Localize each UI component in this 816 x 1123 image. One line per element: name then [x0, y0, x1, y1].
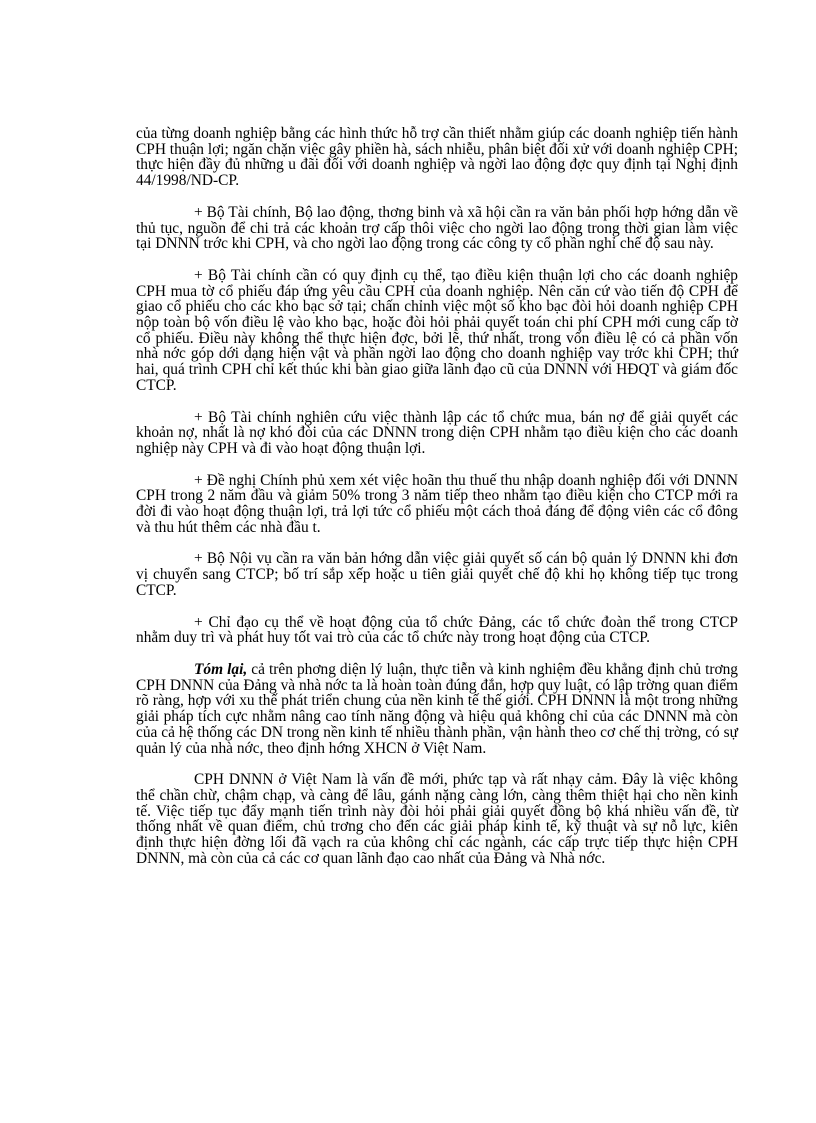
summary-lead: Tóm lại, — [194, 660, 248, 678]
paragraph-3 — [136, 268, 738, 394]
paragraph-8 — [136, 662, 738, 756]
paragraph-2 — [136, 205, 738, 252]
paragraph-5-text: + Đề nghị Chính phủ xem xét việc hoãn thu thuế thu nhập doanh nghiệp đối với DNNN CPH trong 2 năm đầu và giảm 50% trong 3 năm tiếp theo nhằm tạo điều kiện cho CTCP mới ra đời đi vào hoạt động thuận lợi, trả lợi tức cổ phiếu một cách thoả đáng để động viên các cổ đông và thu hút thêm các nhà đầu t. — [136, 471, 738, 536]
paragraph-6 — [136, 551, 738, 598]
paragraph-8-text: cả trên phơng diện lý luận, thực tiễn và kinh nghiệm đều khẳng định chủ trơng CPH DNNN của Đảng và nhà nớc ta là hoàn toàn đúng đắn, hợp quy luật, có lập trờng quan điểm rõ ràng, hợp với xu thế phát triển chung của nền kinh tế thế giới. CPH DNNN là một trong những giải pháp tích cực nhằm nâng cao tính năng động và hiệu quả không chỉ của các DNNN mà còn của cả hệ thống các DN trong nền kinh tế nhiều thành phần, vận hành theo cơ chế thị trờng, có sự quản lý của nhà nớc, theo định hớng XHCN ở Việt Nam. — [136, 660, 738, 757]
paragraph-4 — [136, 410, 738, 457]
paragraph-3-text: + Bộ Tài chính cần có quy định cụ thể, tạo điều kiện thuận lợi cho các doanh nghiệp CPH mua tờ cổ phiếu đáp ứng yêu cầu CPH của doanh nghiệp. Nên căn cứ vào tiến độ CPH để giao cổ phiếu cho các kho bạc sở tại; chấn chỉnh việc một số kho bạc đòi hỏi doanh nghiệp CPH nộp toàn bộ vốn điều lệ vào kho bạc, hoặc đòi hỏi phải quyết toán chi phí CPH mới cung cấp tờ cổ phiếu. Điều này không thể thực hiện đợc, bởi lẽ, thứ nhất, trong vốn điều lệ có cả phần vốn nhà nớc góp dới dạng hiện vật và phần ngời lao động cho doanh nghiệp vay trớc khi CPH; thứ hai, quá trình CPH chỉ kết thúc khi bàn giao giữa lãnh đạo cũ của DNNN với HĐQT và giám đốc CTCP. — [136, 266, 738, 394]
paragraph-4-text: + Bộ Tài chính nghiên cứu việc thành lập các tổ chức mua, bán nợ để giải quyết các khoản nợ, nhất là nợ khó đòi của các DNNN trong diện CPH nhằm tạo điều kiện cho các doanh nghiệp này CPH và đi vào hoạt động thuận lợi. — [136, 408, 738, 457]
paragraph-1-text: của từng doanh nghiệp bằng các hình thức hỗ trợ cần thiết nhằm giúp các doanh nghiệp tiến hành CPH thuận lợi; ngăn chặn việc gây phiền hà, sách nhiễu, phân biệt đối xử với doanh nghiệp CPH; thực hiện đầy đủ những u đãi đối với doanh nghiệp và ngời lao động đợc quy định tại Nghị định 44/1998/ND-CP. — [136, 125, 738, 190]
paragraph-5 — [136, 473, 738, 536]
document-page — [136, 126, 738, 882]
paragraph-7-text: + Chỉ đạo cụ thể về hoạt động của tổ chức Đảng, các tổ chức đoàn thể trong CTCP nhằm duy trì và phát huy tốt vai trò của các tổ chức này trong hoạt động của CTCP. — [136, 613, 738, 647]
paragraph-9 — [136, 772, 738, 866]
paragraph-1 — [136, 126, 738, 189]
paragraph-6-text: + Bộ Nội vụ cần ra văn bản hớng dẫn việc giải quyết số cán bộ quản lý DNNN khi đơn vị chuyển sang CTCP; bố trí sắp xếp hoặc u tiên giải quyết chế độ khi họ không tiếp tục trong CTCP. — [136, 550, 738, 599]
paragraph-7 — [136, 615, 738, 646]
paragraph-2-text: + Bộ Tài chính, Bộ lao động, thơng binh và xã hội cần ra văn bản phối hợp hớng dẫn về thủ tục, nguồn để chi trả các khoản trợ cấp thôi việc cho ngời lao động trong thời gian làm việc tại DNNN trớc khi CPH, và cho ngời lao động trong các công ty cổ phần nghỉ chế độ sau này. — [136, 203, 738, 253]
paragraph-9-text: CPH DNNN ở Việt Nam là vấn đề mới, phức tạp và rất nhạy cảm. Đây là việc không thể chần chừ, chậm chạp, và càng để lâu, gánh nặng càng lớn, càng thêm thiệt hại cho nền kinh tế. Việc tiếp tục đẩy mạnh tiến trình này đòi hỏi phải giải quyết đồng bộ khá nhiều vấn đề, từ thống nhất về quan điểm, chủ trơng cho đến các giải pháp kinh tế, kỹ thuật và sự nỗ lực, kiên định thực hiện đờng lối đã vạch ra của không chỉ các ngành, các cấp trực tiếp thực hiện CPH DNNN, mà còn của cả các cơ quan lãnh đạo cao nhất của Đảng và Nhà nớc. — [136, 771, 738, 867]
